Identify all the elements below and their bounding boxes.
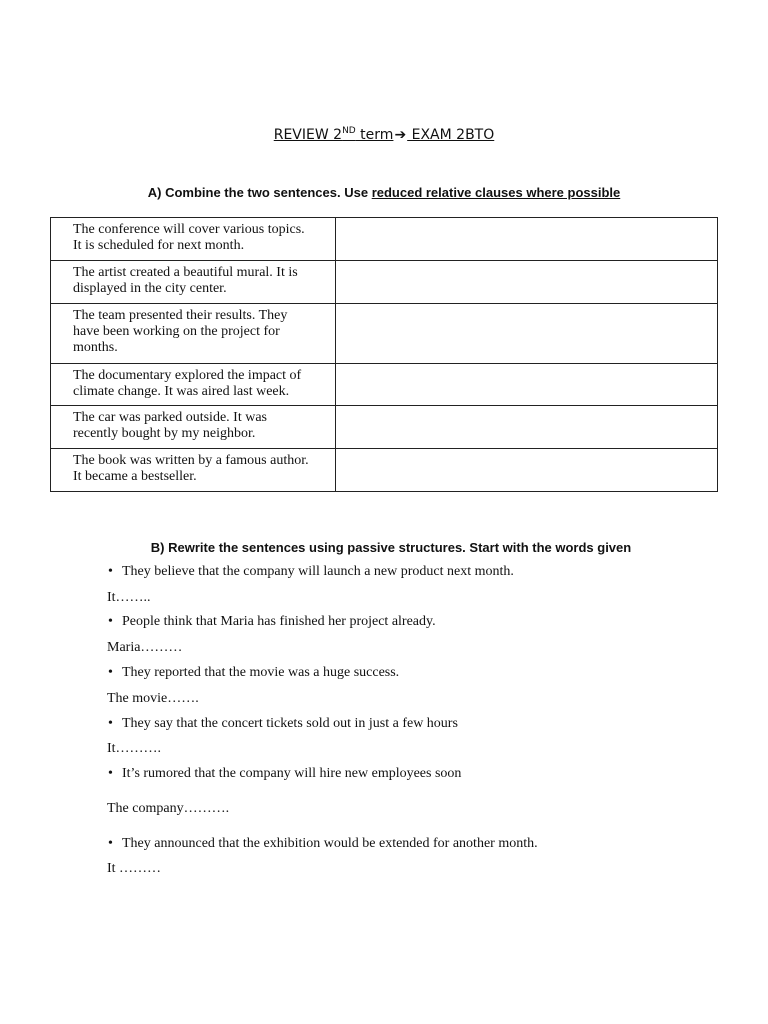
bullet-icon: • [108, 716, 113, 731]
exercise-sentence: They announced that the exhibition would be extended for another month. [122, 836, 538, 851]
answer-prompt[interactable]: It ……… [107, 861, 162, 876]
exercise-sentence: People think that Maria has finished her project already. [122, 614, 436, 629]
arrow-icon: ➔ [394, 127, 407, 143]
bullet-icon: • [108, 564, 113, 579]
answer-prompt[interactable]: Maria……… [107, 640, 183, 655]
answer-prompt[interactable]: It…….. [107, 590, 151, 605]
list-item [108, 836, 538, 852]
bullet-icon: • [108, 665, 113, 680]
exercise-sentence: It’s rumored that the company will hire new employees soon [122, 766, 462, 781]
bullet-icon: • [108, 614, 113, 629]
sentence-cell: The conference will cover various topics. It is scheduled for next month. [51, 218, 336, 261]
answer-prompt[interactable]: The company………. [107, 801, 230, 816]
bullet-icon: • [108, 836, 113, 851]
title-exam: EXAM 2BTO [407, 127, 495, 143]
list-item [108, 665, 399, 681]
section-b-heading: B) Rewrite the sentences using passive structures. Start with the words given [150, 540, 632, 555]
exercise-sentence: They reported that the movie was a huge success. [122, 665, 400, 680]
answer-prompt[interactable]: It………. [107, 741, 162, 756]
sentence-cell: The documentary explored the impact of climate change. It was aired last week. [51, 364, 336, 406]
exercise-sentence: They say that the concert tickets sold out in just a few hours [122, 716, 458, 731]
title-term: term [355, 127, 394, 143]
title-text: REVIEW 2 [273, 127, 343, 143]
sentence-cell: The team presented their results. They have been working on the project for months. [51, 304, 336, 364]
answer-prompt[interactable]: The movie……. [107, 691, 199, 706]
exercise-sentence: They believe that the company will launch a new product next month. [122, 564, 514, 579]
section-a-underlined: reduced relative clauses where possible [371, 185, 621, 200]
sentence-cell: The car was parked outside. It was recently bought by my neighbor. [51, 406, 336, 449]
list-item [108, 716, 458, 732]
bullet-icon: • [108, 766, 113, 781]
list-item [108, 766, 461, 782]
title-superscript: ND [342, 126, 356, 136]
sentence-cell: The book was written by a famous author. It became a bestseller. [51, 449, 336, 492]
list-item [108, 614, 436, 630]
list-item [108, 564, 514, 580]
sentence-cell: The artist created a beautiful mural. It is displayed in the city center. [51, 261, 336, 304]
section-a-instruction: A) Combine the two sentences. Use [147, 185, 372, 200]
